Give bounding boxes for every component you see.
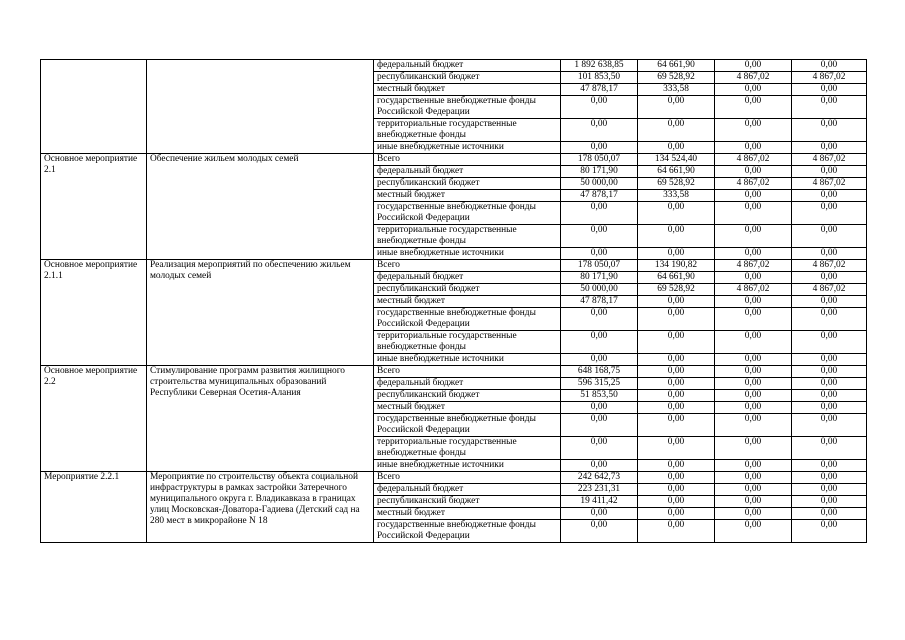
activity-code-cell [41,60,147,154]
amount-cell: 0,00 [792,60,867,72]
funding-source-cell: местный бюджет [374,508,561,520]
funding-source-cell: местный бюджет [374,190,561,202]
amount-cell: 19 411,42 [561,496,638,508]
amount-cell: 69 528,92 [638,284,715,296]
amount-cell: 0,00 [792,472,867,484]
amount-cell: 333,58 [638,190,715,202]
amount-cell: 0,00 [792,248,867,260]
amount-cell: 4 867,02 [792,178,867,190]
funding-source-cell: территориальные государственные внебюджетные фонды [374,331,561,354]
amount-cell: 0,00 [792,296,867,308]
amount-cell: 0,00 [792,390,867,402]
amount-cell: 0,00 [561,331,638,354]
amount-cell: 0,00 [561,142,638,154]
amount-cell: 0,00 [715,508,792,520]
funding-source-cell: государственные внебюджетные фонды Российской Федерации [374,520,561,543]
amount-cell: 134 524,40 [638,154,715,166]
amount-cell: 0,00 [715,119,792,142]
amount-cell: 64 661,90 [638,60,715,72]
amount-cell: 0,00 [715,296,792,308]
amount-cell: 0,00 [792,225,867,248]
amount-cell: 333,58 [638,84,715,96]
amount-cell: 0,00 [638,308,715,331]
amount-cell: 0,00 [792,331,867,354]
amount-cell: 1 892 638,85 [561,60,638,72]
funding-source-cell: иные внебюджетные источники [374,142,561,154]
amount-cell: 0,00 [561,508,638,520]
amount-cell: 223 231,31 [561,484,638,496]
amount-cell: 0,00 [792,414,867,437]
funding-source-cell: Всего [374,260,561,272]
funding-source-cell: государственные внебюджетные фонды Российской Федерации [374,414,561,437]
amount-cell: 0,00 [792,484,867,496]
amount-cell: 648 168,75 [561,366,638,378]
amount-cell: 0,00 [715,460,792,472]
amount-cell: 0,00 [715,496,792,508]
amount-cell: 0,00 [561,460,638,472]
amount-cell: 0,00 [561,119,638,142]
amount-cell: 0,00 [638,202,715,225]
table-row [41,154,867,166]
amount-cell: 80 171,90 [561,272,638,284]
funding-source-cell: федеральный бюджет [374,484,561,496]
funding-source-cell: иные внебюджетные источники [374,248,561,260]
amount-cell: 4 867,02 [715,154,792,166]
funding-source-cell: республиканский бюджет [374,284,561,296]
amount-cell: 0,00 [561,402,638,414]
funding-source-cell: территориальные государственные внебюджетные фонды [374,119,561,142]
amount-cell: 0,00 [561,414,638,437]
amount-cell: 80 171,90 [561,166,638,178]
amount-cell: 0,00 [715,166,792,178]
amount-cell: 0,00 [715,84,792,96]
amount-cell: 4 867,02 [715,260,792,272]
funding-source-cell: республиканский бюджет [374,496,561,508]
amount-cell: 0,00 [715,190,792,202]
amount-cell: 0,00 [792,272,867,284]
amount-cell: 64 661,90 [638,272,715,284]
amount-cell: 101 853,50 [561,72,638,84]
amount-cell: 0,00 [715,402,792,414]
amount-cell: 0,00 [561,520,638,543]
table-row [41,260,867,272]
funding-source-cell: республиканский бюджет [374,178,561,190]
activity-name-cell: Обеспечение жильем молодых семей [147,154,374,260]
activity-name-cell [147,60,374,154]
amount-cell: 0,00 [715,202,792,225]
amount-cell: 0,00 [561,96,638,119]
amount-cell: 0,00 [792,119,867,142]
amount-cell: 178 050,07 [561,260,638,272]
amount-cell: 134 190,82 [638,260,715,272]
amount-cell: 0,00 [638,508,715,520]
amount-cell: 0,00 [638,331,715,354]
amount-cell: 47 878,17 [561,190,638,202]
funding-table [40,59,867,543]
amount-cell: 0,00 [715,248,792,260]
amount-cell: 0,00 [792,96,867,119]
amount-cell: 0,00 [715,96,792,119]
funding-source-cell: местный бюджет [374,402,561,414]
amount-cell: 0,00 [638,142,715,154]
funding-source-cell: территориальные государственные внебюджетные фонды [374,437,561,460]
funding-source-cell: территориальные государственные внебюджетные фонды [374,225,561,248]
amount-cell: 4 867,02 [715,178,792,190]
amount-cell: 47 878,17 [561,84,638,96]
table-row [41,472,867,484]
funding-source-cell: государственные внебюджетные фонды Российской Федерации [374,202,561,225]
amount-cell: 0,00 [561,225,638,248]
activity-name-cell: Стимулирование программ развития жилищного строительства муниципальных образований Республики Северная Осетия-Алания [147,366,374,472]
funding-source-cell: Всего [374,366,561,378]
amount-cell: 0,00 [792,402,867,414]
funding-table-body [41,60,867,543]
amount-cell: 4 867,02 [792,154,867,166]
amount-cell: 0,00 [638,96,715,119]
amount-cell: 0,00 [792,84,867,96]
funding-source-cell: Всего [374,472,561,484]
activity-name-cell: Мероприятие по строительству объекта социальной инфраструктуры в рамках застройки Затеречного муниципального округа г. Владикавказа в границах улиц Московская-Доватора-Гадиева (Детский сад на 280 мест в микрорайоне N 18 [147,472,374,543]
amount-cell: 0,00 [638,119,715,142]
amount-cell: 0,00 [792,378,867,390]
amount-cell: 64 661,90 [638,166,715,178]
activity-code-cell: Основное мероприятие 2.2 [41,366,147,472]
amount-cell: 0,00 [715,437,792,460]
amount-cell: 0,00 [638,496,715,508]
amount-cell: 0,00 [638,472,715,484]
funding-source-cell: государственные внебюджетные фонды Российской Федерации [374,96,561,119]
activity-code-cell: Мероприятие 2.2.1 [41,472,147,543]
funding-source-cell: государственные внебюджетные фонды Российской Федерации [374,308,561,331]
amount-cell: 50 000,00 [561,178,638,190]
amount-cell: 0,00 [561,354,638,366]
amount-cell: 0,00 [638,402,715,414]
amount-cell: 69 528,92 [638,72,715,84]
amount-cell: 0,00 [792,520,867,543]
amount-cell: 0,00 [638,437,715,460]
activity-code-cell: Основное мероприятие 2.1.1 [41,260,147,366]
amount-cell: 0,00 [715,60,792,72]
amount-cell: 0,00 [715,366,792,378]
funding-source-cell: местный бюджет [374,84,561,96]
amount-cell: 0,00 [792,496,867,508]
amount-cell: 0,00 [715,354,792,366]
amount-cell: 0,00 [792,366,867,378]
amount-cell: 0,00 [792,308,867,331]
funding-source-cell: федеральный бюджет [374,272,561,284]
amount-cell: 596 315,25 [561,378,638,390]
amount-cell: 0,00 [638,378,715,390]
funding-source-cell: иные внебюджетные источники [374,460,561,472]
amount-cell: 0,00 [715,472,792,484]
amount-cell: 0,00 [792,508,867,520]
activity-name-cell: Реализация мероприятий по обеспечению жильем молодых семей [147,260,374,366]
funding-source-cell: федеральный бюджет [374,378,561,390]
amount-cell: 0,00 [638,248,715,260]
amount-cell: 0,00 [638,414,715,437]
amount-cell: 4 867,02 [792,260,867,272]
amount-cell: 0,00 [792,354,867,366]
amount-cell: 0,00 [561,308,638,331]
activity-code-cell: Основное мероприятие 2.1 [41,154,147,260]
funding-source-cell: федеральный бюджет [374,166,561,178]
amount-cell: 0,00 [561,437,638,460]
amount-cell: 0,00 [638,296,715,308]
amount-cell: 0,00 [638,390,715,402]
amount-cell: 0,00 [638,225,715,248]
amount-cell: 242 642,73 [561,472,638,484]
amount-cell: 178 050,07 [561,154,638,166]
amount-cell: 0,00 [638,366,715,378]
amount-cell: 4 867,02 [715,72,792,84]
amount-cell: 0,00 [715,308,792,331]
amount-cell: 0,00 [715,378,792,390]
amount-cell: 51 853,50 [561,390,638,402]
funding-source-cell: республиканский бюджет [374,390,561,402]
funding-source-cell: иные внебюджетные источники [374,354,561,366]
amount-cell: 0,00 [715,142,792,154]
table-row [41,366,867,378]
amount-cell: 69 528,92 [638,178,715,190]
amount-cell: 50 000,00 [561,284,638,296]
funding-source-cell: республиканский бюджет [374,72,561,84]
amount-cell: 0,00 [792,460,867,472]
funding-source-cell: местный бюджет [374,296,561,308]
amount-cell: 4 867,02 [715,284,792,296]
amount-cell: 0,00 [561,202,638,225]
amount-cell: 0,00 [715,414,792,437]
amount-cell: 0,00 [792,166,867,178]
amount-cell: 4 867,02 [792,284,867,296]
amount-cell: 0,00 [638,484,715,496]
amount-cell: 0,00 [715,390,792,402]
amount-cell: 4 867,02 [792,72,867,84]
amount-cell: 0,00 [561,248,638,260]
amount-cell: 0,00 [715,520,792,543]
funding-source-cell: Всего [374,154,561,166]
amount-cell: 0,00 [715,484,792,496]
amount-cell: 0,00 [638,460,715,472]
table-row [41,60,867,72]
amount-cell: 0,00 [715,331,792,354]
amount-cell: 0,00 [792,190,867,202]
funding-source-cell: федеральный бюджет [374,60,561,72]
amount-cell: 0,00 [792,142,867,154]
amount-cell: 0,00 [792,202,867,225]
amount-cell: 0,00 [638,354,715,366]
amount-cell: 0,00 [715,272,792,284]
amount-cell: 0,00 [792,437,867,460]
amount-cell: 0,00 [638,520,715,543]
amount-cell: 47 878,17 [561,296,638,308]
amount-cell: 0,00 [715,225,792,248]
